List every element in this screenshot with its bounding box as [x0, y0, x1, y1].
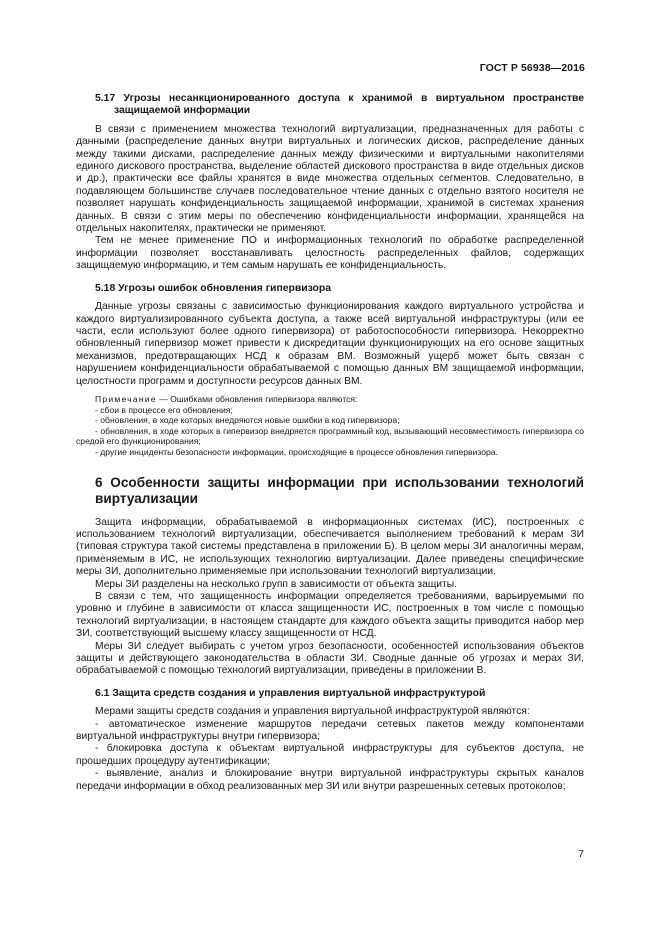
- page-number: 7: [578, 848, 584, 860]
- note-item: - сбои в процессе его обновления;: [95, 404, 233, 415]
- list-item: - блокировка доступа к объектам виртуальной инфраструктуры для субъектов доступа, не прошедших процедуру аутентификации;: [76, 743, 584, 767]
- heading-5-18: 5.18 Угрозы ошибок обновления гипервизора: [95, 282, 332, 294]
- note-intro: — Ошибками обновления гипервизора являются:: [156, 393, 358, 404]
- paragraph-6-3: В связи с тем, что защищенность информации определяется требованиями, варьируемыми по уровню и глубине в зависимости от класса защищенности ИС, построенных в том числе с помощью технологий виртуализации, в настоящем стандарте для каждого объекта защиты приводится набор мер ЗИ, соответствующий высшему классу защищенности от НСД.: [76, 590, 584, 640]
- paragraph-6-2: Меры ЗИ разделены на несколько групп в зависимости от объекта защиты.: [95, 578, 458, 590]
- note-block: [76, 394, 584, 405]
- note-label: Примечание: [95, 393, 157, 404]
- paragraph-5-17-2: Тем не менее применение ПО и информационных технологий по обработке распределенной информации позволяет восстанавливать целостность распределенных файлов, содержащих защищаемую информацию, и тем самым нарушать ее конфиденциальность.: [76, 235, 584, 272]
- heading-6-1: 6.1 Защита средств создания и управления виртуальной инфраструктурой: [95, 687, 486, 699]
- paragraph-5-18-1: Данные угрозы связаны с зависимостью функционирования каждого виртуального устройства и каждого виртуализированного субъекта доступа, а также всей виртуальной инфраструктуры (или ее части, если используют более одного гипервизора) от работоспособности гипервизора. Некорректно обновленный гипервизор может привести к дискредитации функционирующих на его основе защитных механизмов, предотвращающих НСД к образам ВМ. Возможный ущерб может быть связан с нарушением конфиденциальности обрабатываемой с помощью данных ВМ защищаемой информации, целостности программ и доступности ресурсов данных ВМ.: [76, 301, 584, 387]
- paragraph-6-4: Меры ЗИ следует выбирать с учетом угроз безопасности, особенностей использования объектов защиты и действующего законодательства в области ЗИ. Сводные данные об угрозах и мерах ЗИ, обрабатываемой с помощью технологий виртуализации, приведены в приложении В.: [76, 640, 584, 677]
- list-item: - выявление, анализ и блокирование внутри виртуальной инфраструктуры скрытых каналов передачи информации в обход реализованных мер ЗИ или внутри разрешенных сетевых протоколов;: [76, 768, 584, 792]
- note-item: - обновления, в ходе которых в гипервизор внедряется программный код, вызывающий несовместимость гипервизора со средой его функционирования;: [76, 425, 584, 447]
- paragraph-5-17-1: В связи с применением множества технологий виртуализации, предназначенных для работы с данными (распределение данных внутри виртуальных и логических дисков, распределение данных между такими дисками, распределение данных между физическими и виртуальными накопителями единого дискового пространства, выделение областей дискового пространства в виде отдельных дисков и др.), практически все файлы хранятся в виде множества отдельных сегментов. Следовательно, в подавляющем большинстве случаев последовательное чтение данных с отдельно взятого носителя не позволяет нарушать конфиденциальность защищаемой информации, хранимой в системах хранения данных. В связи с этим меры по обеспечению конфиденциальности информации, хранящейся на отдельных накопителях, практически не применяют.: [76, 123, 584, 235]
- paragraph-6-1-intro: Мерами защиты средств создания и управления виртуальной инфраструктурой являются:: [95, 706, 530, 718]
- heading-5-17: 5.17 Угрозы несанкционированного доступа к хранимой в виртуальном пространстве защищаемой информации: [95, 93, 584, 117]
- standard-header: ГОСТ Р 56938—2016: [479, 62, 585, 74]
- note-item: - другие инциденты безопасности информации, происходящие в процессе обновления гипервизора.: [95, 446, 498, 457]
- page-content: [76, 93, 584, 793]
- paragraph-6-1: Защита информации, обрабатываемой в информационных системах (ИС), построенных с использованием технологий виртуализации, обеспечивается выполнением требований к мерам ЗИ (типовая структура такой системы представлена в приложении Б). В целом меры ЗИ аналогичны мерам, применяемым в ИС, не использующих технологию виртуализации. Далее приведены специфические меры ЗИ, дополнительно применяемые при использовании технологий виртуализации.: [76, 516, 584, 578]
- heading-section-6: 6 Особенности защиты информации при использовании технологий виртуализации: [95, 474, 584, 506]
- note-item: - обновления, в ходе которых внедряются новые ошибки в код гипервизора;: [95, 415, 400, 426]
- list-item: - автоматическое изменение маршрутов передачи сетевых пакетов между компонентами виртуальной инфраструктуры внутри гипервизора;: [76, 718, 584, 742]
